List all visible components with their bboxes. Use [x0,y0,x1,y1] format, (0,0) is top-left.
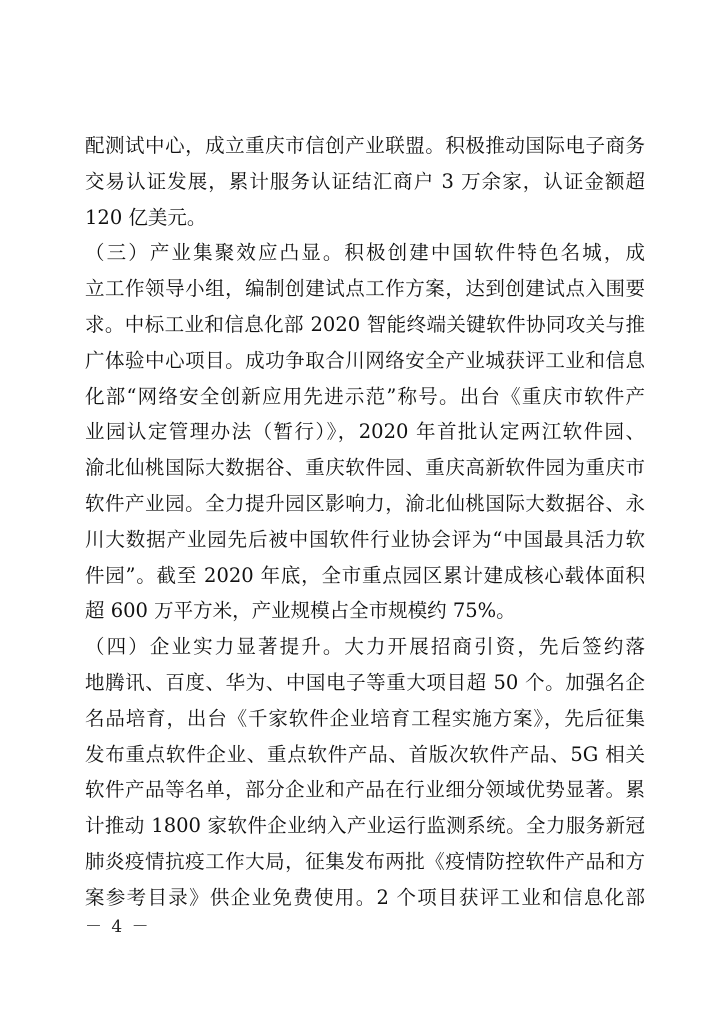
text-line: 化部“网络安全创新应用先进示范”称号。出台《重庆市软件产 [85,384,645,408]
paragraph-2 [85,235,645,629]
paragraph-3 [85,629,645,915]
text-line: 案参考目录》供企业免费使用。2 个项目获评工业和信息化部 [85,885,645,909]
text-line: 求。中标工业和信息化部 2020 智能终端关键软件协同攻关与推 [85,312,645,336]
text-line: 广体验中心项目。成功争取合川网络安全产业城获评工业和信息 [85,348,645,372]
text-line: 配测试中心，成立重庆市信创产业联盟。积极推动国际电子商务 [85,134,645,157]
text-line: 地腾讯、百度、华为、中国电子等重大项目超 50 个。加强名企 [85,670,645,694]
text-line: 渝北仙桃国际大数据谷、重庆软件园、重庆高新软件园为重庆市 [85,456,645,480]
text-line: （四）企业实力显著提升。大力开展招商引资，先后签约落 [85,635,645,659]
text-line: 名品培育，出台《千家软件企业培育工程实施方案》，先后征集 [85,706,645,730]
text-line: 软件产品等名单，部分企业和产品在行业细分领域优势显著。累 [85,778,645,802]
text-line: 件园”。截至 2020 年底，全市重点园区累计建成核心载体面积 [85,563,645,587]
text-line: （三）产业集聚效应凸显。积极创建中国软件特色名城，成 [85,241,645,265]
text-line: 川大数据产业园先后被中国软件行业协会评为“中国最具活力软 [85,527,645,551]
text-line: 立工作领导小组，编制创建试点工作方案，达到创建试点入围要 [85,277,645,301]
paragraph-1 [85,128,645,235]
text-line: 计推动 1800 家软件企业纳入产业运行监测系统。全力服务新冠 [85,814,645,838]
text-line: 业园认定管理办法（暂行）》，2020 年首批认定两江软件园、 [85,420,645,444]
text-line: 120 亿美元。 [85,205,207,229]
text-line: 肺炎疫情抗疫工作大局，征集发布两批《疫情防控软件产品和方 [85,849,645,873]
text-line: 交易认证发展，累计服务认证结汇商户 3 万余家，认证金额超 [85,169,645,193]
text-line: 软件产业园。全力提升园区影响力，渝北仙桃国际大数据谷、永 [85,491,645,515]
text-line: 发布重点软件企业、重点软件产品、首版次软件产品、5G 相关 [85,742,645,766]
page-number: － 4 － [85,917,151,937]
text-line: 超 600 万平方米，产业规模占全市规模约 75%。 [85,599,516,623]
body-text [85,128,645,916]
